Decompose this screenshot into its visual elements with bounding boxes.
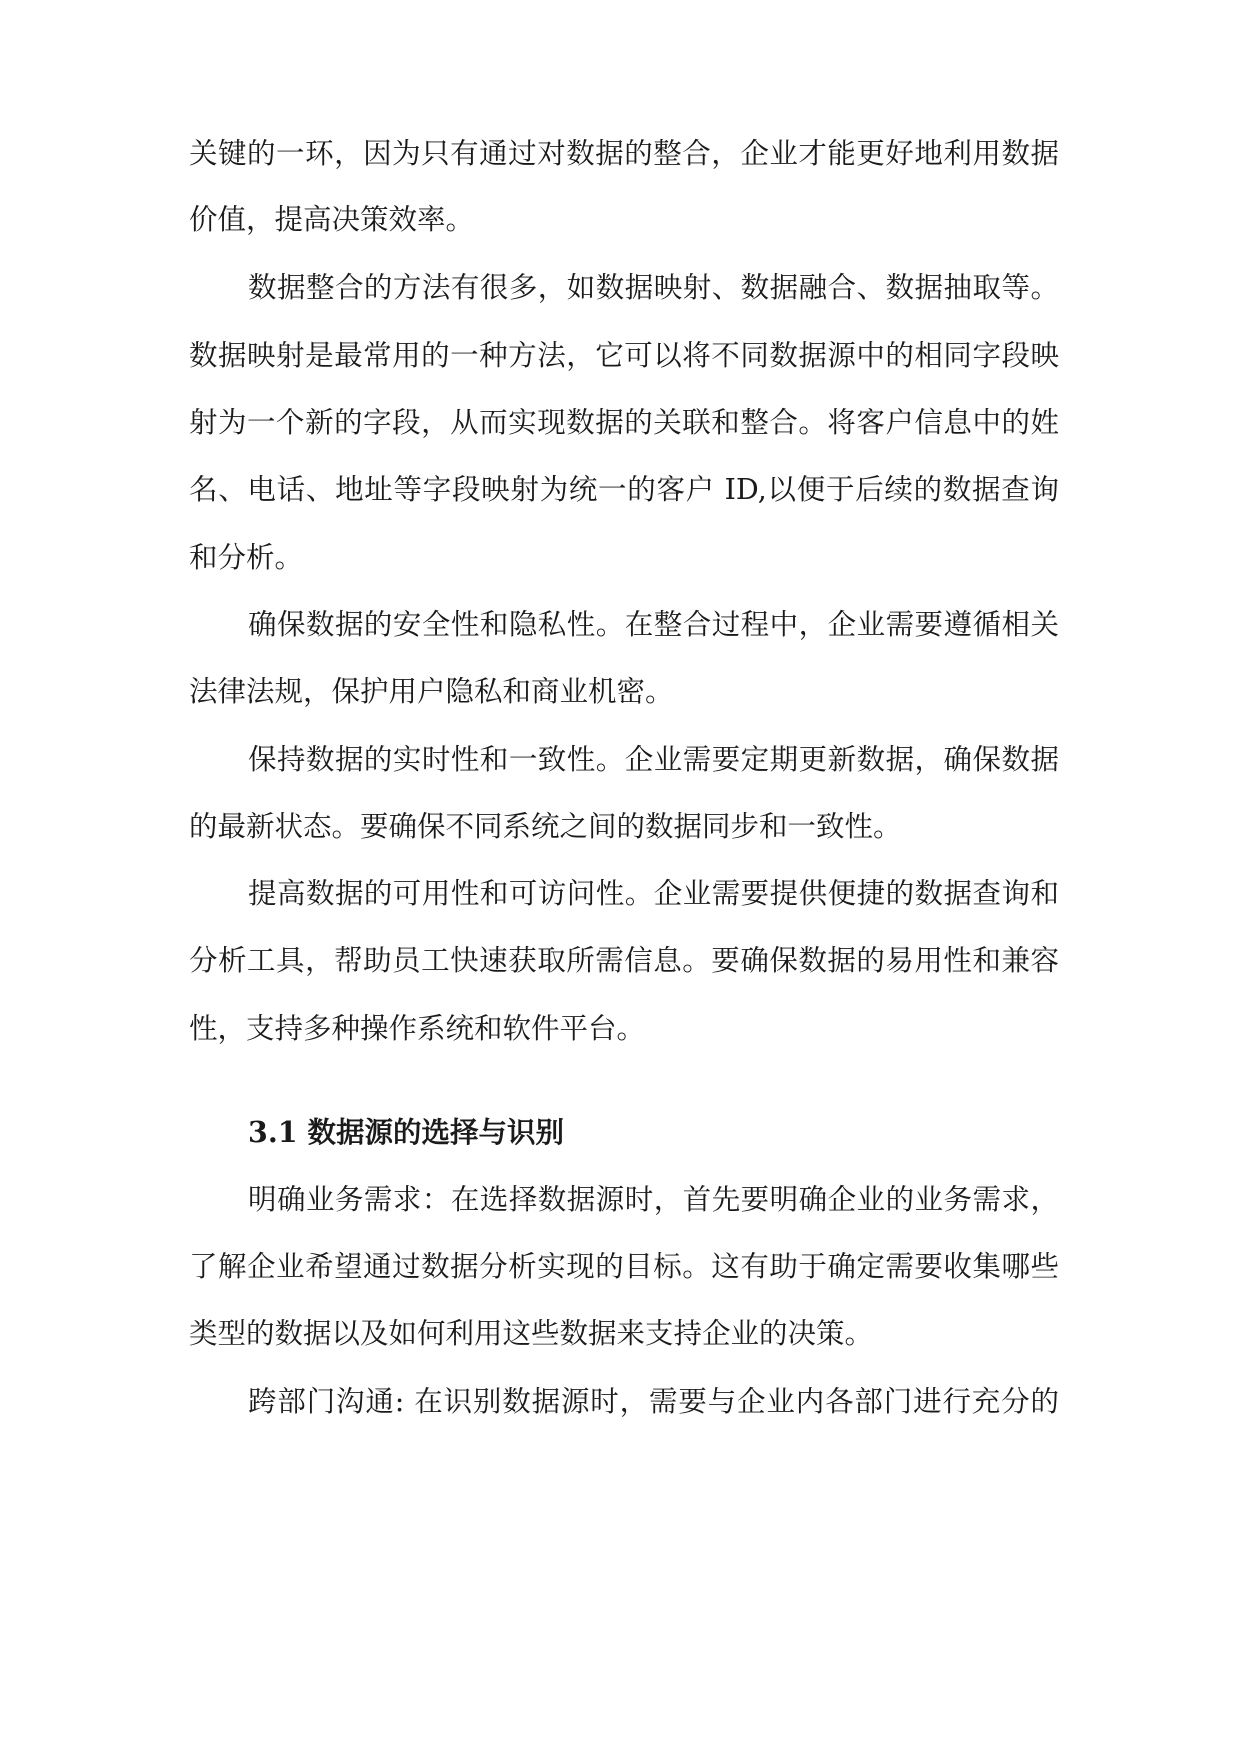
section-paragraph-1-line-2: 了解企业希望通过数据分析实现的目标。这有助于确定需要收集哪些 [189, 1250, 1059, 1283]
section-paragraph-1-line-1: 明确业务需求：在选择数据源时，首先要明确企业的业务需求， [248, 1183, 1059, 1216]
paragraph-1-line-2: 价值，提高决策效率。 [189, 203, 475, 236]
paragraph-5-line-2: 分析工具，帮助员工快速获取所需信息。要确保数据的易用性和兼容 [189, 944, 1059, 977]
paragraph-5-line-1: 提高数据的可用性和可访问性。企业需要提供便捷的数据查询和 [248, 877, 1059, 910]
section-paragraph-2-line-1: 跨部门沟通: 在识别数据源时，需要与企业内各部门进行充分的 [248, 1385, 1059, 1418]
paragraph-4-line-1: 保持数据的实时性和一致性。企业需要定期更新数据，确保数据 [248, 743, 1059, 776]
paragraph-4-line-2: 的最新状态。要确保不同系统之间的数据同步和一致性。 [189, 810, 902, 843]
paragraph-5-line-3: 性，支持多种操作系统和软件平台。 [189, 1012, 646, 1045]
section-heading: 3.1 数据源的选择与识别 [248, 1115, 565, 1149]
paragraph-1-line-1: 关键的一环，因为只有通过对数据的整合，企业才能更好地利用数据 [189, 137, 1059, 170]
paragraph-2-line-4: 名、电话、地址等字段映射为统一的客户 ID,以便于后续的数据查询 [189, 473, 1059, 506]
paragraph-3-line-1: 确保数据的安全性和隐私性。在整合过程中，企业需要遵循相关 [248, 608, 1059, 641]
paragraph-2-line-5: 和分析。 [189, 541, 304, 574]
paragraph-3-line-2: 法律法规，保护用户隐私和商业机密。 [189, 675, 674, 708]
paragraph-2-line-1: 数据整合的方法有很多，如数据映射、数据融合、数据抽取等。 [248, 271, 1059, 304]
paragraph-2-line-3: 射为一个新的字段，从而实现数据的关联和整合。将客户信息中的姓 [189, 406, 1059, 439]
paragraph-2-line-2: 数据映射是最常用的一种方法，它可以将不同数据源中的相同字段映 [189, 339, 1059, 372]
section-paragraph-1-line-3: 类型的数据以及如何利用这些数据来支持企业的决策。 [189, 1317, 874, 1350]
